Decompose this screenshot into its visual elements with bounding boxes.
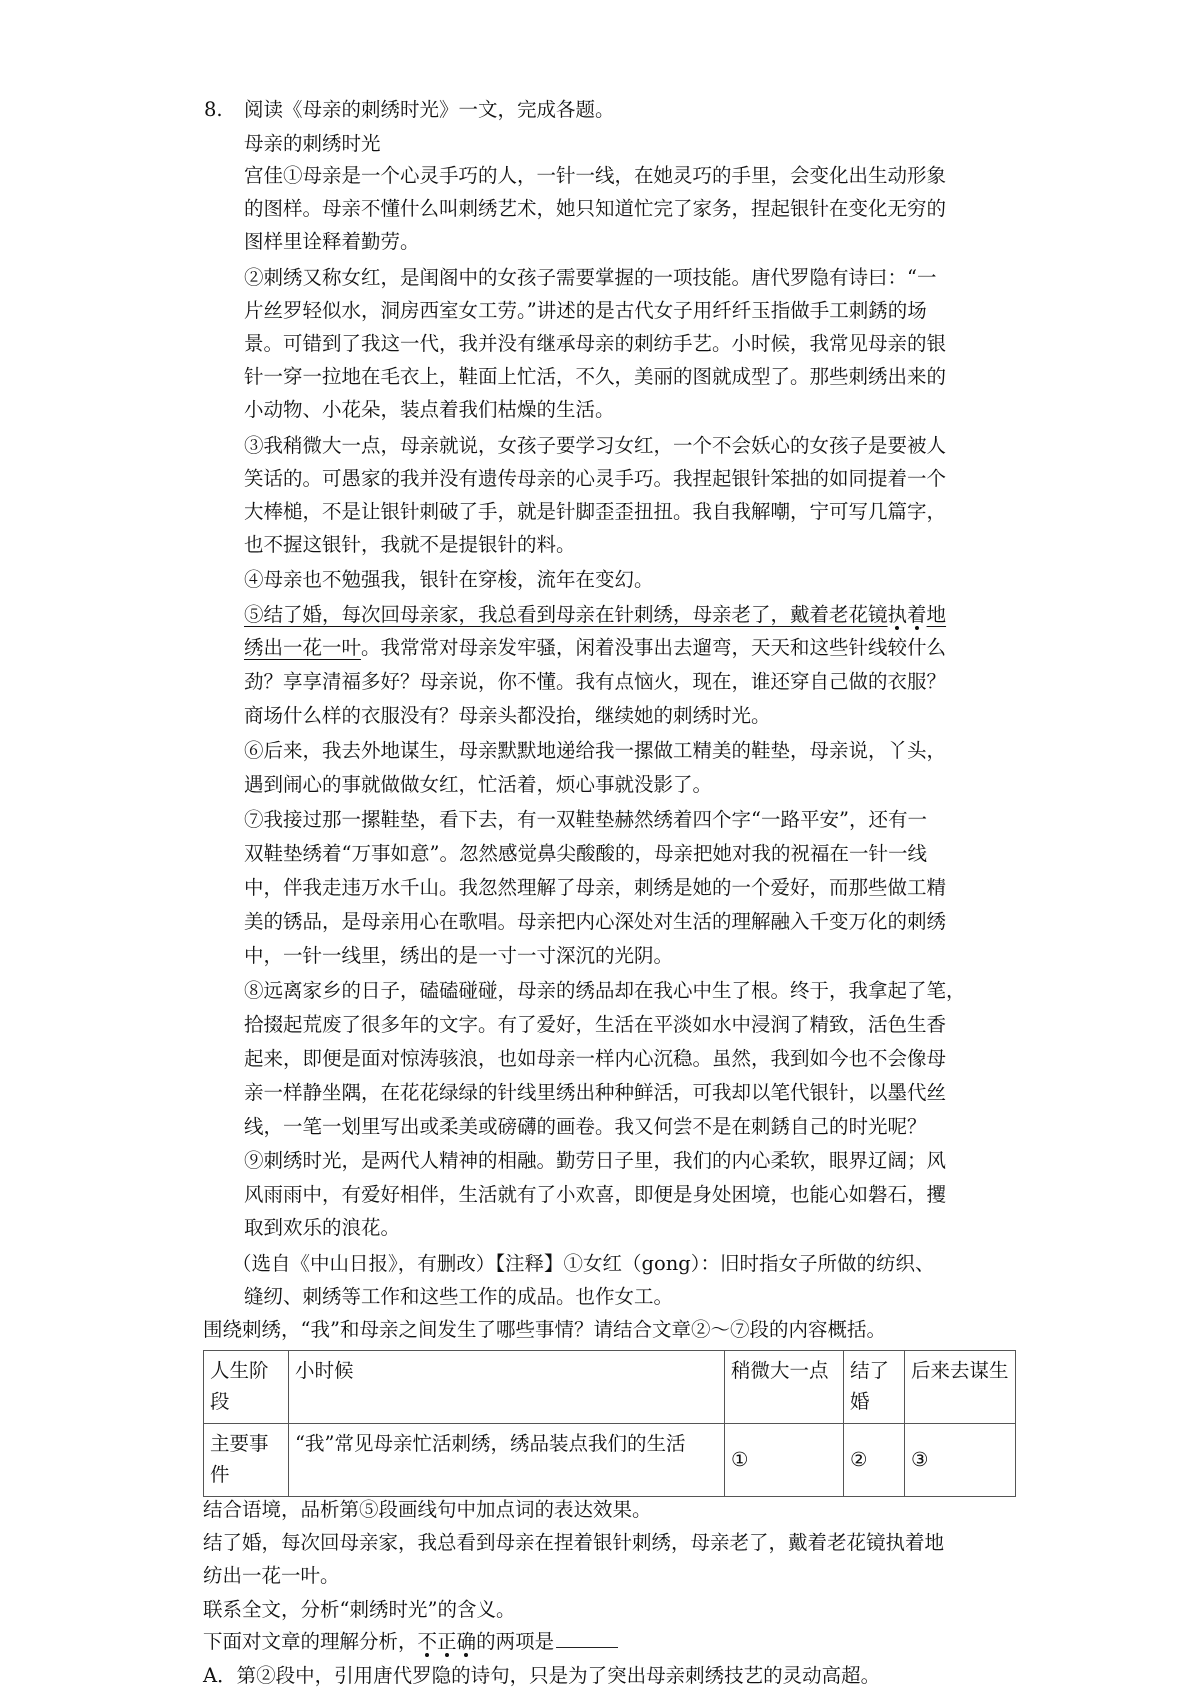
article-line: 小动物、小花朵，装点着我们枯燥的生活。: [244, 398, 615, 421]
question-number: 8.: [204, 98, 223, 121]
underline-span: 地: [926, 603, 947, 626]
sub-question-2-prompt: 结合语境，品析第⑤段画线句中加点词的表达效果。: [203, 1498, 652, 1521]
prompt-text: 下面对文章的理解分析，: [203, 1630, 418, 1653]
answer-blank-3[interactable]: ③: [905, 1424, 1016, 1497]
table-row: [204, 1424, 1016, 1497]
article-line: 针一穿一拉地在毛衣上，鞋面上忙活，不久，美丽的图就成型了。那些刺绣出来的: [244, 365, 947, 388]
table-row: [204, 1351, 1016, 1424]
table-cell: 后来去谋生: [905, 1351, 1016, 1424]
events-table: [203, 1350, 1016, 1497]
emphasis-dot-char: 执: [887, 603, 908, 626]
sub-question-4-prompt: [203, 1626, 618, 1658]
underline-span: 绣出一花一叶: [244, 636, 362, 659]
quoted-sentence: 结了婚，每次回母亲家，我总看到母亲在捏着银针刺绣，母亲老了，戴着老花镜执着地: [203, 1531, 945, 1554]
article-line: ④母亲也不勉强我，银针在穿梭，流年在变幻。: [244, 568, 654, 591]
table-cell: “我”常见母亲忙活刺绣，绣品装点我们的生活: [289, 1424, 725, 1497]
question-prompt: 阅读《母亲的刺绣时光》一文，完成各题。: [244, 98, 615, 121]
article-line: 起来，即便是面对惊涛骇浪，也如母亲一样内心沉稳。虽然，我到如今也不会像母: [244, 1047, 947, 1070]
underline-span: ⑤结了婚，每次回母亲家，我总看到母亲在针刺绣，母亲老了，戴着老花镜: [244, 603, 888, 626]
underlined-sentence-line1: [244, 599, 946, 631]
table-cell: 结了婚: [844, 1351, 905, 1424]
article-line: 劲？享享清福多好？母亲说，你不懂。我有点恼火，现在，谁还穿自己做的衣服？: [244, 670, 947, 693]
article-line: 中，伴我走违万水千山。我忽然理解了母亲，刺绣是她的一个爱好，而那些做工精: [244, 876, 947, 899]
article-line: 拾掇起荒废了很多年的文字。有了爱好，生活在平淡如水中浸润了精致，活色生香: [244, 1013, 947, 1036]
emphasis-dot-char: 着: [907, 603, 927, 626]
sub-question-1-prompt: 围绕刺绣，“我”和母亲之间发生了哪些事情？请结合文章②～⑦段的内容概括。: [203, 1318, 886, 1341]
article-line: 笑话的。可愚家的我并没有遗传母亲的心灵手巧。我捏起银针笨拙的如同提着一个: [244, 467, 947, 490]
quoted-sentence: 纺出一花一叶。: [203, 1564, 340, 1587]
table-cell: 稍微大一点: [725, 1351, 844, 1424]
article-line: 景。可错到了我这一代，我并没有继承母亲的刺纺手艺。小时候，我常见母亲的银: [244, 332, 947, 355]
article-line: ②刺绣又称女红，是闺阁中的女孩子需要掌握的一项技能。唐代罗隐有诗曰：“一: [244, 266, 937, 289]
article-line: 大棒槌，不是让银针刺破了手，就是针脚歪歪扭扭。我自我解嘲，宁可写几篇字，: [244, 500, 947, 523]
article-line: 的图样。母亲不懂什么叫刺绣艺术，她只知道忙完了家务，捏起银针在变化无穷的: [244, 197, 947, 220]
source-note: 缝纫、刺绣等工作和这些工作的成品。也作女工。: [244, 1285, 674, 1308]
answer-blank[interactable]: [556, 1627, 618, 1648]
prompt-text: 的两项是: [476, 1630, 555, 1653]
table-cell: 人生阶段: [204, 1351, 289, 1424]
article-line: 图样里诠释着勤劳。: [244, 230, 420, 253]
table-cell: 小时候: [289, 1351, 725, 1424]
article-line: 遇到闹心的事就做做女红，忙活着，烦心事就没影了。: [244, 773, 713, 796]
article-line: 双鞋垫绣着“万事如意”。忽然感觉鼻尖酸酸的，母亲把她对我的祝福在一针一线: [244, 842, 927, 865]
article-line: ⑧远离家乡的日子，磕磕碰碰，母亲的绣品却在我心中生了根。终于，我拿起了笔，: [244, 979, 966, 1002]
article-line: 风雨雨中，有爱好相伴，生活就有了小欢喜，即便是身处困境，也能心如磐石，攫: [244, 1183, 947, 1206]
article-line: 美的锈品，是母亲用心在歌唱。母亲把内心深处对生活的理解融入千变万化的刺绣: [244, 910, 947, 933]
article-line: ⑦我接过那一摞鞋垫，看下去，有一双鞋垫赫然绣着四个字“一路平安”，还有一: [244, 808, 927, 831]
emphasis-dot-char: 不: [417, 1630, 438, 1653]
article-line: 商场什么样的衣服没有？母亲头都没抬，继续她的刺绣时光。: [244, 704, 771, 727]
article-line: 片丝罗轻似水，洞房西室女工劳。”讲述的是古代女子用纤纤玉指做手工刺銹的场: [244, 299, 927, 322]
emphasis-dot-char: 正: [437, 1630, 457, 1653]
article-line: 中，一针一线里，绣出的是一寸一寸深沉的光阴。: [244, 944, 674, 967]
article-line: 线，一笔一划里写出或柔美或磅礴的画卷。我又何尝不是在刺銹自己的时光呢？: [244, 1115, 927, 1138]
article-title: 母亲的刺绣时光: [244, 132, 381, 155]
answer-blank-1[interactable]: ①: [725, 1424, 844, 1497]
source-note: （选自《中山日报》，有删改）【注释】①女红（gong）：旧时指女子所做的纺织、: [232, 1252, 935, 1275]
article-line: 亲一样静坐隅，在花花绿绿的针线里绣出种种鲜活，可我却以笔代银针，以墨代丝: [244, 1081, 947, 1104]
article-line: ⑨刺绣时光，是两代人精神的相融。勤劳日子里，我们的内心柔软，眼界辽阔；风: [244, 1149, 947, 1172]
underlined-sentence-line2: [244, 632, 946, 664]
article-line: 也不握这银针，我就不是提银针的料。: [244, 533, 576, 556]
answer-blank-2[interactable]: ②: [844, 1424, 905, 1497]
emphasis-dot-char: 确: [456, 1630, 477, 1653]
article-line: 宫佳①母亲是一个心灵手巧的人，一针一线，在她灵巧的手里，会变化出生动形象: [244, 164, 947, 187]
plain-span: 。我常常对母亲发牢骚，闲着没事出去遛弯，天天和这些针线较什么: [361, 636, 947, 659]
article-line: ⑥后来，我去外地谋生，母亲默默地递给我一摞做工精美的鞋垫，母亲说，丫头，: [244, 739, 947, 762]
article-line: ③我稍微大一点，母亲就说，女孩子要学习女红，一个不会妖心的女孩子是要被人: [244, 434, 947, 457]
option-a: A．第②段中，引用唐代罗隐的诗句，只是为了突出母亲刺绣技艺的灵动高超。: [203, 1664, 881, 1687]
article-line: 取到欢乐的浪花。: [244, 1216, 401, 1239]
sub-question-3-prompt: 联系全文，分析“刺绣时光”的含义。: [203, 1598, 516, 1621]
table-cell: 主要事件: [204, 1424, 289, 1497]
